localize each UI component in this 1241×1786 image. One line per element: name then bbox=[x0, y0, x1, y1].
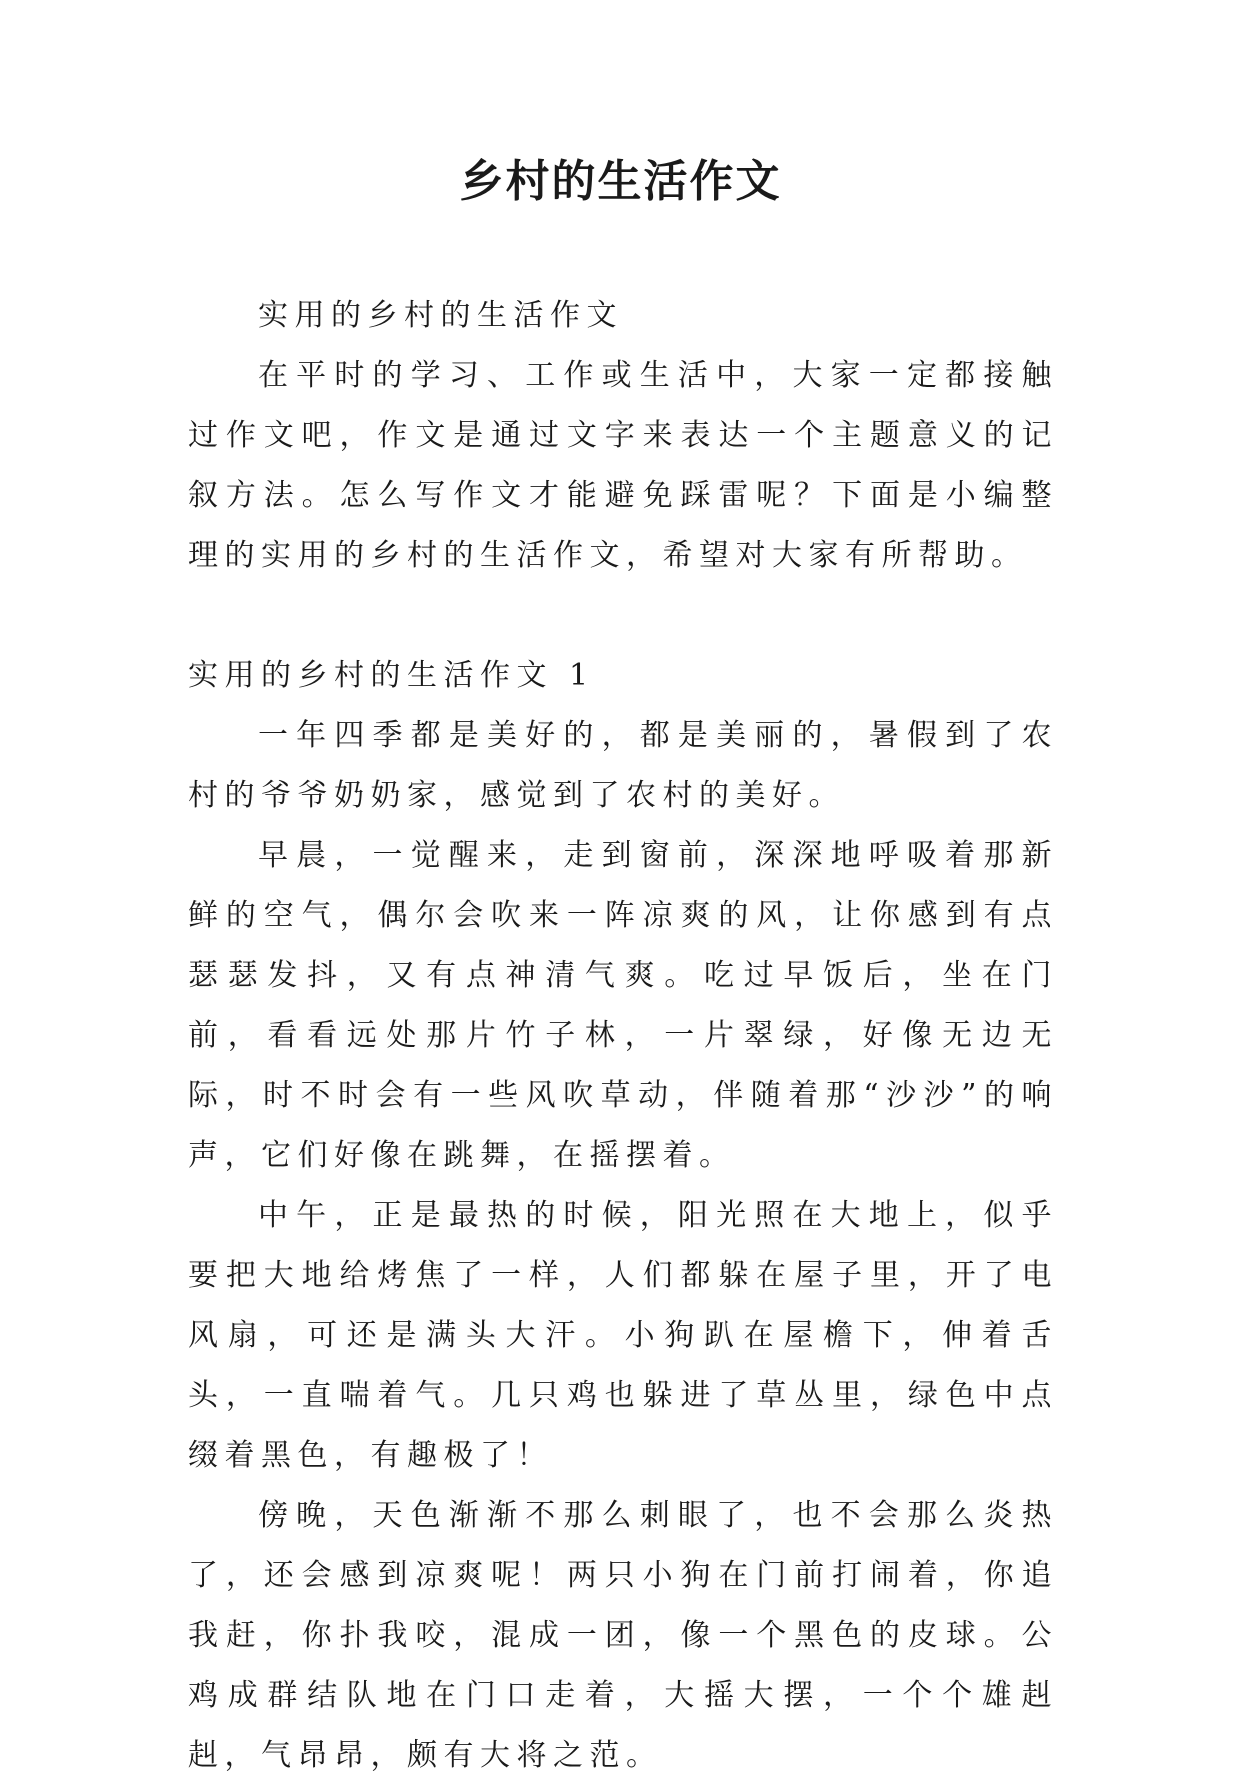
intro-paragraph: 在平时的学习、工作或生活中，大家一定都接触过作文吧，作文是通过文字来表达一个主题意义的记叙方法。怎么写作文才能避免踩雷呢？下面是小编整理的实用的乡村的生活作文，希望对大家有所帮助。 bbox=[188, 358, 1058, 573]
body-paragraph: 中午，正是最热的时候，阳光照在大地上，似乎要把大地给烤焦了一样，人们都躲在屋子里，开了电风扇，可还是满头大汗。小狗趴在屋檐下，伸着舌头，一直喘着气。几只鸡也躲进了草丛里，绿色中点缀着黑色，有趣极了！ bbox=[188, 1198, 1058, 1473]
body-paragraph: 早晨，一觉醒来，走到窗前，深深地呼吸着那新鲜的空气，偶尔会吹来一阵凉爽的风，让你感到有点瑟瑟发抖，又有点神清气爽。吃过早饭后，坐在门前，看看远处那片竹子林，一片翠绿，好像无边无际，时不时会有一些风吹草动，伴随着那“沙沙”的响声，它们好像在跳舞，在摇摆着。 bbox=[188, 838, 1058, 1173]
document-title: 乡村的生活作文 bbox=[459, 156, 782, 207]
section-heading: 实用的乡村的生活作文 1 bbox=[188, 658, 595, 693]
body-paragraph: 傍晚，天色渐渐不那么刺眼了，也不会那么炎热了，还会感到凉爽呢！两只小狗在门前打闹着，你追我赶，你扑我咬，混成一团，像一个黑色的皮球。公鸡成群结队地在门口走着，大摇大摆，一个个雄赳赳，气昂昂，颇有大将之范。 bbox=[188, 1498, 1058, 1773]
body-paragraph: 一年四季都是美好的，都是美丽的，暑假到了农村的爷爷奶奶家，感觉到了农村的美好。 bbox=[188, 718, 1058, 813]
document-body bbox=[188, 286, 1058, 1786]
paragraph-spacer bbox=[188, 586, 1058, 646]
document-subtitle: 实用的乡村的生活作文 bbox=[258, 298, 623, 333]
